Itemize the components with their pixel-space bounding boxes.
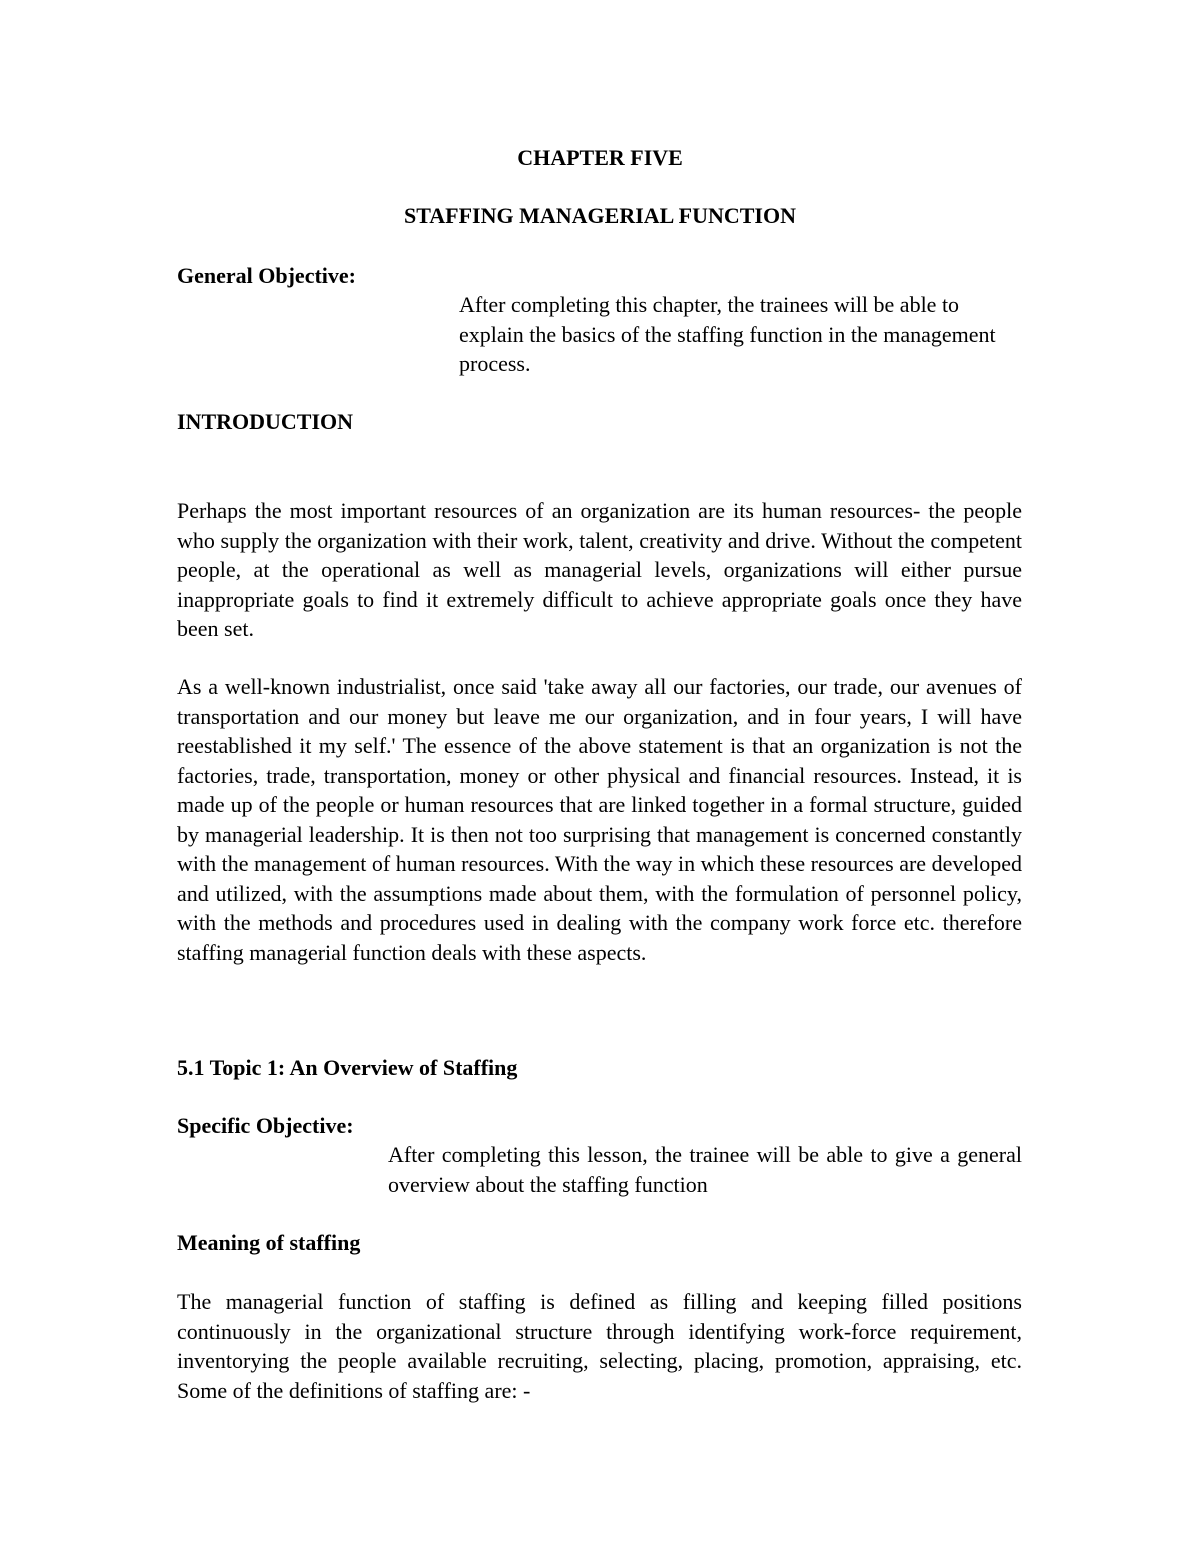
specific-objective-text: After completing this lesson, the trainee will be able to give a general overview about the staffing function: [388, 1142, 1022, 1197]
introduction-paragraph-2: As a well-known industrialist, once said 'take away all our factories, our trade, our avenues of transportation and our money but leave me our organization, and in four years, I will have reestablished it my self.' The essence of the above statement is that an organization is not the factories, trade, transportation, money or other physical and financial resources. Instead, it is made up of the people or human resources that are linked together in a formal structure, guided by managerial leadership. It is then not too surprising that management is concerned constantly with the management of human resources. With the way in which these resources are developed and utilized, with the assumptions made about them, with the formulation of personnel policy, with the methods and procedures used in dealing with the company work force etc. therefore staffing managerial function deals with these aspects.: [177, 674, 1022, 965]
chapter-number-title: CHAPTER FIVE: [517, 145, 683, 170]
general-objective-label: General Objective:: [177, 263, 356, 288]
introduction-paragraph-1: Perhaps the most important resources of an organization are its human resources- the people who supply the organization with their work, talent, creativity and drive. Without the competent people, at the operational as well as managerial levels, organizations will either pursue inappropriate goals to find it extremely difficult to achieve appropriate goals once they have been set.: [177, 498, 1022, 641]
topic-1-heading: 5.1 Topic 1: An Overview of Staffing: [177, 1055, 518, 1080]
general-objective-text: After completing this chapter, the trainees will be able to explain the basics of the staffing function in the management process.: [459, 292, 996, 376]
chapter-title: STAFFING MANAGERIAL FUNCTION: [404, 203, 796, 228]
introduction-heading: INTRODUCTION: [177, 409, 354, 434]
specific-objective-label: Specific Objective:: [177, 1113, 354, 1138]
meaning-of-staffing-heading: Meaning of staffing: [177, 1230, 361, 1255]
meaning-of-staffing-paragraph: The managerial function of staffing is defined as filling and keeping filled positions continuously in the organizational structure through identifying work-force requirement, inventorying the people available recruiting, selecting, placing, promotion, appraising, etc. Some of the definitions of staffing are: -: [177, 1289, 1022, 1403]
